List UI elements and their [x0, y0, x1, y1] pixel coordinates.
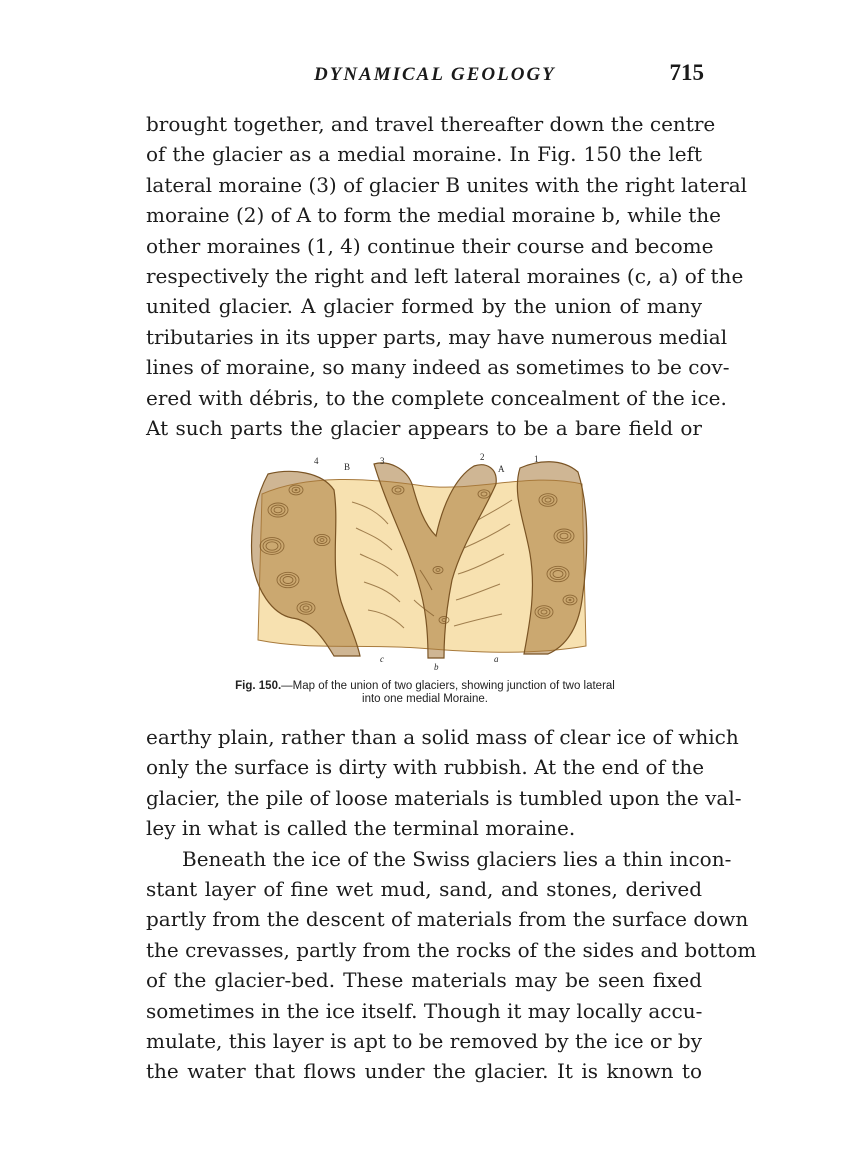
label-1: 1 — [534, 454, 539, 464]
text-line: At such parts the glacier appears to be a bare field or — [146, 415, 702, 440]
glacier-map-figure — [248, 450, 592, 672]
text-line: sometimes in the ice itself. Though it may locally accu- — [146, 998, 703, 1023]
running-title: DYNAMICAL GEOLOGY — [314, 64, 556, 85]
label-3: 3 — [380, 456, 385, 466]
label-A: A — [498, 464, 505, 474]
label-2: 2 — [480, 452, 485, 462]
text-line: lateral moraine (3) of glacier B unites with the right lateral — [146, 172, 748, 197]
label-a: a — [494, 654, 499, 664]
text-line: partly from the descent of materials from the surface down — [146, 907, 749, 932]
label-4: 4 — [314, 456, 319, 466]
text-line: earthy plain, rather than a solid mass of clear ice of which — [146, 725, 739, 749]
label-b: b — [434, 662, 439, 672]
text-line: lines of moraine, so many indeed as sometimes to be cov- — [146, 355, 730, 380]
caption-text: —Map of the union of two glaciers, showing junction of two lateral — [281, 680, 615, 692]
text-line: mulate, this layer is apt to be removed by the ice or by — [146, 1028, 702, 1053]
text-line: only the surface is dirty with rubbish. At the end of the — [146, 755, 705, 780]
text-line: ley in what is called the terminal moraine. — [146, 816, 576, 841]
running-head — [146, 58, 706, 94]
paragraph-two — [146, 722, 757, 1087]
text-line: respectively the right and left lateral moraines (c, a) of the — [146, 263, 744, 288]
text-line: moraine (2) of A to form the medial moraine b, while the — [146, 203, 722, 228]
text-line: the crevasses, partly from the rocks of the sides and bottom — [146, 937, 757, 962]
text-line: tributaries in its upper parts, may have numerous medial — [146, 324, 728, 349]
caption-label: Fig. 150. — [235, 680, 282, 692]
glacier-map-illustration — [248, 450, 592, 672]
text-line: glacier, the pile of loose materials is tumbled upon the val- — [146, 785, 742, 810]
text-line: Beneath the ice of the Swiss glaciers lies a thin incon- — [182, 846, 732, 871]
label-c: c — [380, 654, 384, 664]
text-line: the water that flows under the glacier. It is known to — [146, 1059, 702, 1084]
label-B: B — [344, 462, 351, 472]
text-line: other moraines (1, 4) continue their course and become — [146, 233, 714, 258]
page-number: 715 — [669, 60, 704, 85]
figure-caption — [150, 680, 700, 706]
caption-text-line2: into one medial Moraine. — [362, 693, 488, 705]
paragraph-one — [146, 109, 748, 443]
text-line: brought together, and travel thereafter down the centre — [146, 112, 716, 136]
text-line: ered with débris, to the complete concealment of the ice. — [146, 385, 727, 410]
text-line: of the glacier-bed. These materials may be seen fixed — [146, 968, 702, 993]
text-line: united glacier. A glacier formed by the union of many — [146, 294, 702, 319]
text-line: stant layer of fine wet mud, sand, and stones, derived — [146, 876, 702, 901]
text-line: of the glacier as a medial moraine. In Fig. 150 the left — [146, 142, 702, 167]
